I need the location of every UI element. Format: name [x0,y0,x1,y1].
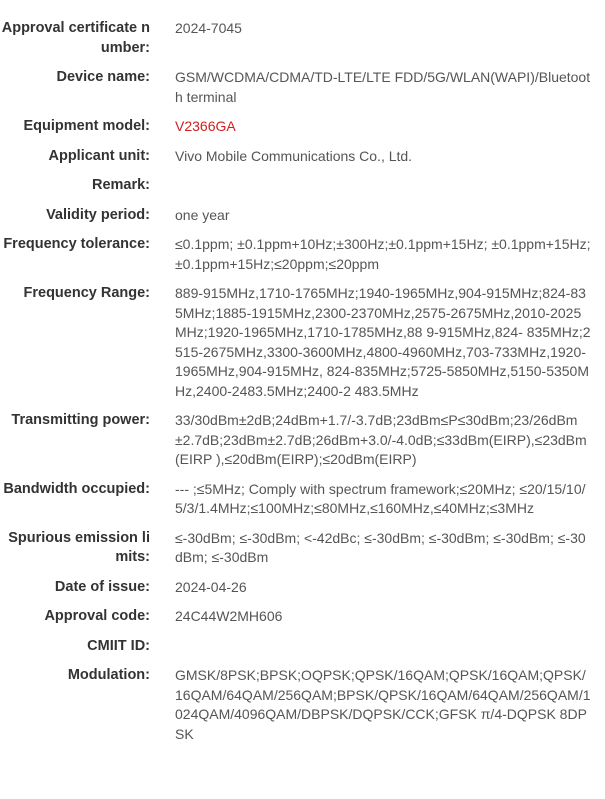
field-label: Validity period: [46,206,150,223]
field-value: 889-915MHz,1710-1765MHz;1940-1965MHz,904-915MHz;824-835MHz;1885-1915MHz,2300-2370MHz,2575-2675MHz,2010-2025MHz;1920-1965MHz,1710-1785MHz,88 9-915MHz,824- 835MHz;2515-2675MHz,3300-3600MHz,4800-4960MHz,703-733MHz,1920-1965MHz,904-915MHz, 824-835MHz;5725-5850MHz,5150-5350MHz,2400-2483.5MHz;2400-2 483.5MHz [175,285,591,399]
field-date-of-issue [0,578,605,598]
field-bandwidth-occupied [0,480,605,519]
field-value: 24C44W2MH606 [175,608,283,624]
field-label: Modulation: [67,667,150,683]
field-label: Frequency tolerance: [3,236,150,252]
field-label: Spurious emission limits: [8,529,150,565]
field-label: Device name: [56,69,150,85]
field-applicant-unit [0,147,605,167]
field-value [175,176,591,196]
field-label: Applicant unit: [48,147,150,164]
field-value: 2024-7045 [175,20,242,36]
field-value: 33/30dBm±2dB;24dBm+1.7/-3.7dB;23dBm≤P≤30dBm;23/26dBm±2.7dB;23dBm±2.7dB;26dBm+3.0/-4.0dB;≤33dBm(EIRP),≤23dBm(EIRP ),≤20dBm(EIRP);≤20dBm(EIRP) [175,412,587,467]
field-value [175,637,591,657]
field-modulation [0,666,605,744]
field-label: Frequency Range: [23,285,150,301]
field-equipment-model [0,117,605,137]
field-validity-period [0,206,605,226]
field-value-model: V2366GA [175,118,236,134]
field-value: --- ;≤5MHz; Comply with spectrum framework;≤20MHz; ≤20/15/10/5/3/1.4MHz;≤100MHz;≤80MHz,≤160MHz,≤40MHz;≤3MHz [175,480,586,516]
field-value: Vivo Mobile Communications Co., Ltd. [175,147,413,164]
field-label: Bandwidth occupied: [3,480,150,497]
field-spurious-emission-limits [0,529,605,568]
field-value: 2024-04-26 [175,578,247,595]
field-value: one year [175,206,230,223]
field-value: ≤-30dBm; ≤-30dBm; <-42dBc; ≤-30dBm; ≤-30dBm; ≤-30dBm; ≤-30dBm; ≤-30dBm [175,529,586,565]
field-device-name [0,68,605,107]
field-remark [0,176,605,196]
field-frequency-range [0,284,605,401]
field-frequency-tolerance [0,235,605,274]
field-approval-code [0,607,605,627]
field-transmitting-power [0,411,605,470]
field-cmiit-id [0,637,605,657]
field-value: GSM/WCDMA/CDMA/TD-LTE/LTE FDD/5G/WLAN(WAPI)/Bluetooth terminal [175,69,591,105]
field-value: ≤0.1ppm; ±0.1ppm+10Hz;±300Hz;±0.1ppm+15Hz; ±0.1ppm+15Hz;±0.1ppm+15Hz;≤20ppm;≤20ppm [175,236,591,272]
field-label: Date of issue: [54,578,150,595]
field-approval-certificate-number [0,19,605,58]
field-label: Approval certificate number: [1,20,150,56]
field-label: Transmitting power: [11,412,150,428]
field-label: Approval code: [44,608,150,624]
field-value: GMSK/8PSK;BPSK;OQPSK;QPSK/16QAM;QPSK/16QAM;QPSK/16QAM/64QAM/256QAM;BPSK/QPSK/16QAM/64QAM/256QAM/1024QAM/4096QAM/DBPSK/DQPSK/CCK;GFSK π/4-DQPSK 8DPSK [175,667,591,742]
field-label: Remark: [91,177,150,193]
field-label: CMIIT ID: [87,637,150,654]
field-label: Equipment model: [23,118,150,134]
